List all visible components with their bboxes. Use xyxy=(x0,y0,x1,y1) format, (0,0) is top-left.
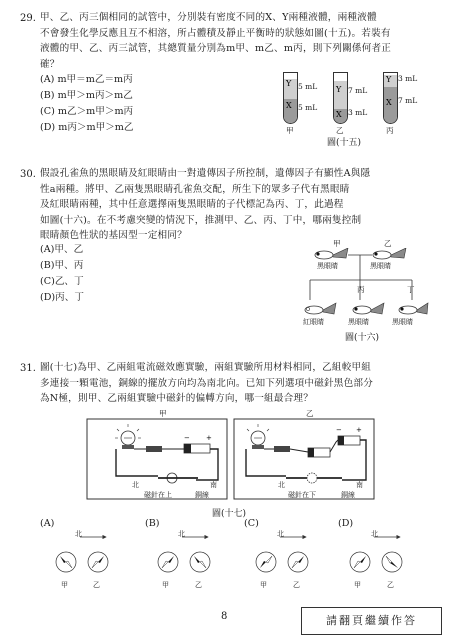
q30-option-c[interactable]: (C)乙、丁 xyxy=(40,276,84,287)
svg-text:+: + xyxy=(356,426,362,434)
continue-notice: 請翻頁繼續作答 xyxy=(301,607,442,635)
svg-text:−: − xyxy=(184,434,190,442)
q31-a-right: 乙 xyxy=(93,581,100,589)
left-south-label: 南 xyxy=(210,481,217,489)
q31-c-left: 甲 xyxy=(260,581,267,589)
tube-jia xyxy=(283,72,298,124)
circuit-diagram xyxy=(86,418,376,500)
q29-line-1: 甲、乙、丙三個相同的試管中，分別裝有密度不同的X、Y兩種液體，兩種液體 xyxy=(40,12,377,23)
option-d-compasses xyxy=(350,537,402,572)
q29-line-2: 不會發生化學反應且互不相溶，所占體積及靜止平衡時的狀態如圖(十五)。若裝有 xyxy=(40,27,391,39)
q31-a-left: 甲 xyxy=(61,581,68,589)
tube-bing-top-volume: 3 mL xyxy=(398,74,418,83)
fish-ding-icon xyxy=(399,303,428,314)
q30-option-a[interactable]: (A)甲、乙 xyxy=(40,244,84,255)
q31-b-right: 乙 xyxy=(195,581,202,589)
tube-bing-bottom-liquid: X xyxy=(386,98,392,107)
tube-yi-name: 乙 xyxy=(336,126,344,135)
option-c-compasses xyxy=(256,537,308,572)
q31-stem xyxy=(40,360,440,407)
q30-stem xyxy=(40,166,440,244)
q29-option-a[interactable]: (A) m甲＝m乙＝m丙 xyxy=(40,74,133,85)
compass-options-drawing xyxy=(40,530,440,580)
tube-yi-top-liquid: Y xyxy=(336,85,342,94)
q31-option-b[interactable]: (B) xyxy=(145,518,160,529)
right-wire-label: 銅線 xyxy=(341,491,355,499)
q31-c-right: 乙 xyxy=(293,581,300,589)
q30-option-b[interactable]: (B)甲、丙 xyxy=(40,260,84,271)
fish-bing-name: 丙 xyxy=(357,285,365,294)
child-red-phenotype: 紅眼睛 xyxy=(303,318,324,326)
q30-number: 30. xyxy=(20,169,36,180)
right-north-label: 北 xyxy=(278,481,285,489)
q29-option-c[interactable]: (C) m乙＞m甲＞m丙 xyxy=(40,106,134,117)
page-number: 8 xyxy=(221,611,228,622)
fish-jia-phenotype: 黑眼睛 xyxy=(317,262,338,270)
tube-jia-bottom-volume: 5 mL xyxy=(298,103,318,112)
q30-line-5: 眼睛顏色性狀的基因型一定相同？ xyxy=(40,230,187,241)
right-needle-label: 磁針在下 xyxy=(288,491,316,499)
q31-line-1: 圖(十七)為甲、乙兩組電流磁效應實驗，兩組實驗所用材料相同，乙組較甲組 xyxy=(40,362,372,373)
group-jia-label: 甲 xyxy=(159,409,167,418)
q30-line-4: 如圖(十六)。在不考慮突變的情況下，推測甲、乙、丙、丁中，哪兩隻控制 xyxy=(40,214,362,226)
tube-jia-name: 甲 xyxy=(286,126,294,135)
right-south-label: 南 xyxy=(356,481,363,489)
q30-line-2: 性a兩種。將甲、乙兩隻黑眼睛孔雀魚交配，所生下的眾多子代有黑眼睛 xyxy=(40,183,350,195)
fish-bing-phenotype: 黑眼睛 xyxy=(348,318,369,326)
q31-c-north: 北 xyxy=(277,530,284,538)
left-needle-label: 磁針在上 xyxy=(144,491,172,499)
tube-yi-bottom-volume: 3 mL xyxy=(348,108,368,117)
tube-bing-top-liquid: Y xyxy=(386,75,392,84)
left-north-label: 北 xyxy=(132,481,139,489)
q30-line-1: 假設孔雀魚的黑眼睛及紅眼睛由一對遺傳因子所控制，遺傳因子有顯性A與隱 xyxy=(40,168,371,179)
q29-option-d[interactable]: (D) m丙＞m甲＞m乙 xyxy=(40,122,134,133)
q29-option-b[interactable]: (B) m甲＞m丙＞m乙 xyxy=(40,90,133,101)
q31-line-2: 多連接一顆電池，銅線的擺放方向均為南北向。已知下列選項中磁針黑色部分 xyxy=(40,377,373,389)
q30-line-3: 及紅眼睛兩種，其中任意選擇兩隻黑眼睛的子代標記為丙、丁，此過程 xyxy=(40,199,344,210)
q31-number: 31. xyxy=(20,363,36,374)
figure-16-caption: 圖(十六) xyxy=(345,333,380,343)
tube-bing-name: 丙 xyxy=(386,126,394,135)
tube-yi xyxy=(333,72,348,124)
q29-line-4: 確？ xyxy=(40,58,60,70)
q30-option-d[interactable]: (D)丙、丁 xyxy=(40,292,84,303)
q29-number: 29. xyxy=(20,13,36,24)
fish-yi-name: 乙 xyxy=(384,239,392,248)
fish-ding-name: 丁 xyxy=(407,285,415,294)
figure-17-caption: 圖(十七) xyxy=(212,509,247,519)
q31-option-d[interactable]: (D) xyxy=(338,518,354,529)
q31-b-left: 甲 xyxy=(162,581,169,589)
q31-d-right: 乙 xyxy=(387,581,394,589)
q31-line-3: 為N極，則甲、乙兩組實驗中磁針的偏轉方向，哪一組最合理？ xyxy=(40,393,314,404)
q31-option-a[interactable]: (A) xyxy=(40,518,55,529)
fish-jia-name: 甲 xyxy=(333,239,341,248)
q29-stem xyxy=(40,10,440,72)
fish-jia-icon xyxy=(315,248,348,259)
tube-jia-bottom-liquid: X xyxy=(286,101,292,110)
tube-jia-top-liquid: Y xyxy=(286,79,292,88)
option-b-compasses xyxy=(158,537,210,572)
q29-line-3: 液體的甲、乙、丙三試管，其總質量分別為m甲、m乙、m丙，則下列關係何者正 xyxy=(40,43,392,54)
tube-yi-bottom-liquid: X xyxy=(336,110,342,119)
group-yi-label: 乙 xyxy=(306,409,314,418)
svg-text:−: − xyxy=(336,426,342,434)
tube-bing-bottom-volume: 7 mL xyxy=(398,96,418,105)
q31-a-north: 北 xyxy=(75,530,82,538)
q31-d-left: 甲 xyxy=(354,581,361,589)
q29-options xyxy=(40,72,134,136)
fish-yi-phenotype: 黑眼睛 xyxy=(370,262,391,270)
tube-yi-top-volume: 7 mL xyxy=(348,86,368,95)
fish-bing-icon xyxy=(353,303,384,314)
q31-option-c[interactable]: (C) xyxy=(244,518,259,529)
fish-child-red-icon xyxy=(305,303,336,314)
tube-jia-top-volume: 5 mL xyxy=(298,82,318,91)
left-wire-label: 銅線 xyxy=(195,491,209,499)
svg-text:+: + xyxy=(206,434,212,442)
fish-ding-phenotype: 黑眼睛 xyxy=(392,318,413,326)
fish-yi-icon xyxy=(373,248,406,259)
option-a-compasses xyxy=(56,537,108,572)
q31-b-north: 北 xyxy=(178,530,185,538)
figure-15-caption: 圖(十五) xyxy=(327,138,362,148)
tube-bing xyxy=(383,72,398,124)
q30-options xyxy=(40,242,84,306)
q31-d-north: 北 xyxy=(371,530,378,538)
